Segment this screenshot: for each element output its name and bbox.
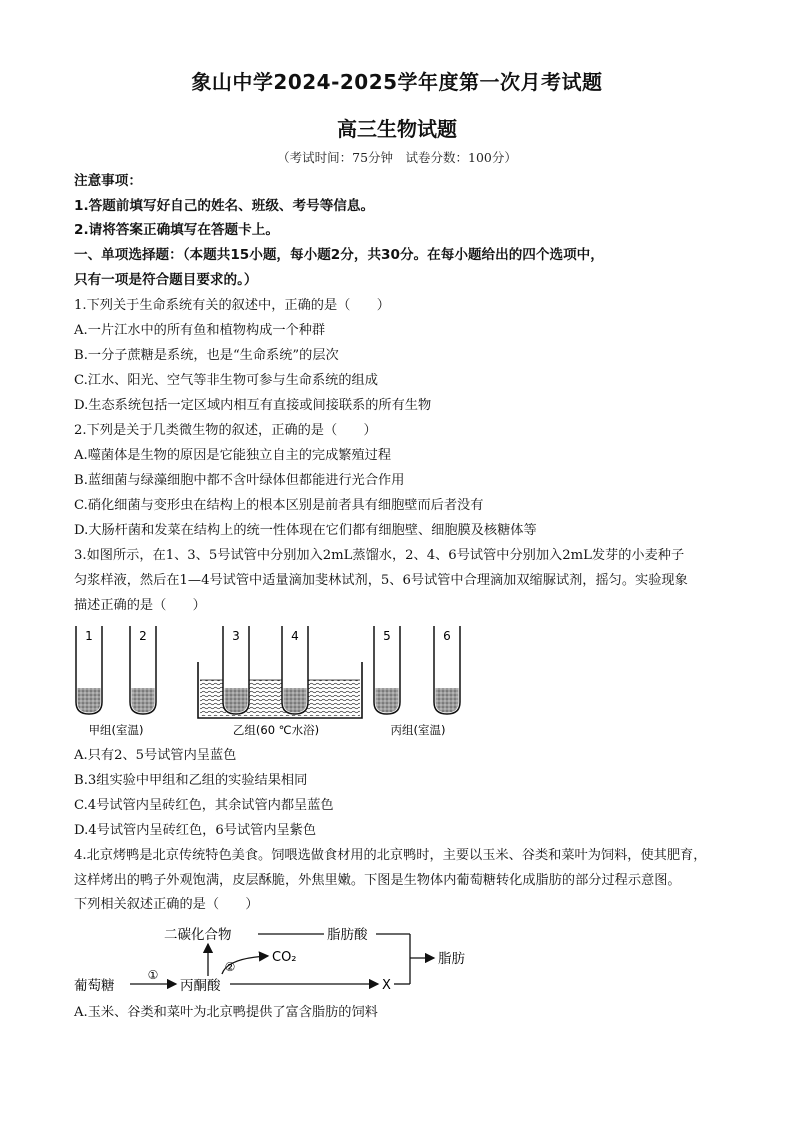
fatty-acid-label: 脂肪酸 (327, 927, 368, 943)
question-3-stem-1: 3.如图所示，在1、3、5号试管中分别加入2mL蒸馏水，2、4、6号试管中分别加入2mL发芽的小麦种子 (74, 548, 685, 563)
tube-number-2: 2 (139, 629, 147, 643)
question-3-stem-2: 匀浆样液，然后在1—4号试管中适量滴加斐林试剂，5、6号试管中合理滴加双缩脲试剂，摇匀。实验现象 (74, 573, 688, 588)
question-4-option-a: A.玉米、谷类和菜叶为北京鸭提供了富含脂肪的饲料 (74, 1005, 378, 1020)
question-2-option-b: B.蓝细菌与绿藻细胞中都不含叶绿体但都能进行光合作用 (74, 473, 405, 488)
question-4-stem-3: 下列相关叙述正确的是（ ） (74, 897, 259, 912)
question-2-option-d: D.大肠杆菌和发菜在结构上的统一性体现在它们都有细胞壁、细胞膜及核糖体等 (74, 523, 537, 538)
question-4-stem-2: 这样烤出的鸭子外观饱满，皮层酥脆，外焦里嫩。下图是生物体内葡萄糖转化成脂肪的部分过程示意图。 (74, 873, 681, 888)
exam-info: （考试时间：75分钟 试卷分数：100分） (277, 150, 517, 165)
notice-item-2: 2.请将答案正确填写在答题卡上。 (74, 222, 279, 238)
exam-title: 象山中学2024-2025学年度第一次月考试题 (191, 70, 603, 94)
tube-number-3: 3 (232, 629, 240, 643)
x-label: X (382, 978, 391, 993)
subject-title: 高三生物试题 (337, 117, 457, 141)
tube-number-4: 4 (291, 629, 299, 643)
notice-heading: 注意事项： (74, 173, 142, 189)
group-label-yi: 乙组(60 ℃水浴) (232, 723, 320, 737)
question-2-stem: 2.下列是关于几类微生物的叙述，正确的是（ ） (74, 423, 377, 438)
step-2-marker: ② (224, 960, 236, 974)
group-label-bing: 丙组(室温) (390, 723, 446, 737)
question-1-option-c: C.江水、阳光、空气等非生物可参与生命系统的组成 (74, 373, 378, 388)
question-2-option-c: C.硝化细菌与变形虫在结构上的根本区别是前者具有细胞壁而后者没有 (74, 498, 484, 513)
group-label-jia: 甲组(室温) (88, 723, 144, 737)
question-3-stem-3: 描述正确的是（ ） (74, 598, 206, 613)
question-3-option-c: C.4号试管内呈砖红色，其余试管内都呈蓝色 (74, 798, 334, 813)
question-1-option-d: D.生态系统包括一定区域内相互有直接或间接联系的所有生物 (74, 398, 432, 413)
notice-item-1: 1.答题前填写好自己的姓名、班级、考号等信息。 (74, 198, 375, 214)
pyruvate-label: 丙酮酸 (180, 978, 221, 994)
glucose-label: 葡萄糖 (74, 978, 115, 994)
co2-compound-label: 二碳化合物 (164, 927, 232, 943)
fat-label: 脂肪 (438, 951, 465, 967)
question-2-option-a: A.噬菌体是生物的原因是它能独立自主的完成繁殖过程 (74, 448, 392, 463)
tube-number-1: 1 (85, 629, 93, 643)
pathway-figure (72, 918, 492, 998)
tube-number-5: 5 (383, 629, 391, 643)
step-1-marker: ① (147, 968, 159, 982)
section-heading-cont: 只有一项是符合题目要求的。） (74, 272, 258, 288)
question-1-option-a: A.一片江水中的所有鱼和植物构成一个种群 (74, 323, 326, 338)
question-3-option-d: D.4号试管内呈砖红色，6号试管内呈紫色 (74, 823, 317, 838)
co2-label: CO₂ (272, 950, 297, 965)
question-1-stem: 1.下列关于生命系统有关的叙述中，正确的是（ ） (74, 298, 390, 313)
question-1-option-b: B.一分子蔗糖是系统，也是“生命系统”的层次 (74, 348, 339, 363)
question-3-option-a: A.只有2、5号试管内呈蓝色 (74, 748, 237, 763)
question-3-option-b: B.3组实验中甲组和乙组的实验结果相同 (74, 773, 308, 788)
section-heading: 一、单项选择题：（本题共15小题，每小题2分，共30分。在每小题给出的四个选项中， (74, 247, 604, 263)
question-4-stem-1: 4.北京烤鸭是北京传统特色美食。饲喂选做食材用的北京鸭时，主要以玉米、谷类和菜叶为饲料，使其肥育， (74, 848, 707, 863)
test-tube-figure (70, 622, 480, 740)
tube-number-6: 6 (443, 629, 451, 643)
